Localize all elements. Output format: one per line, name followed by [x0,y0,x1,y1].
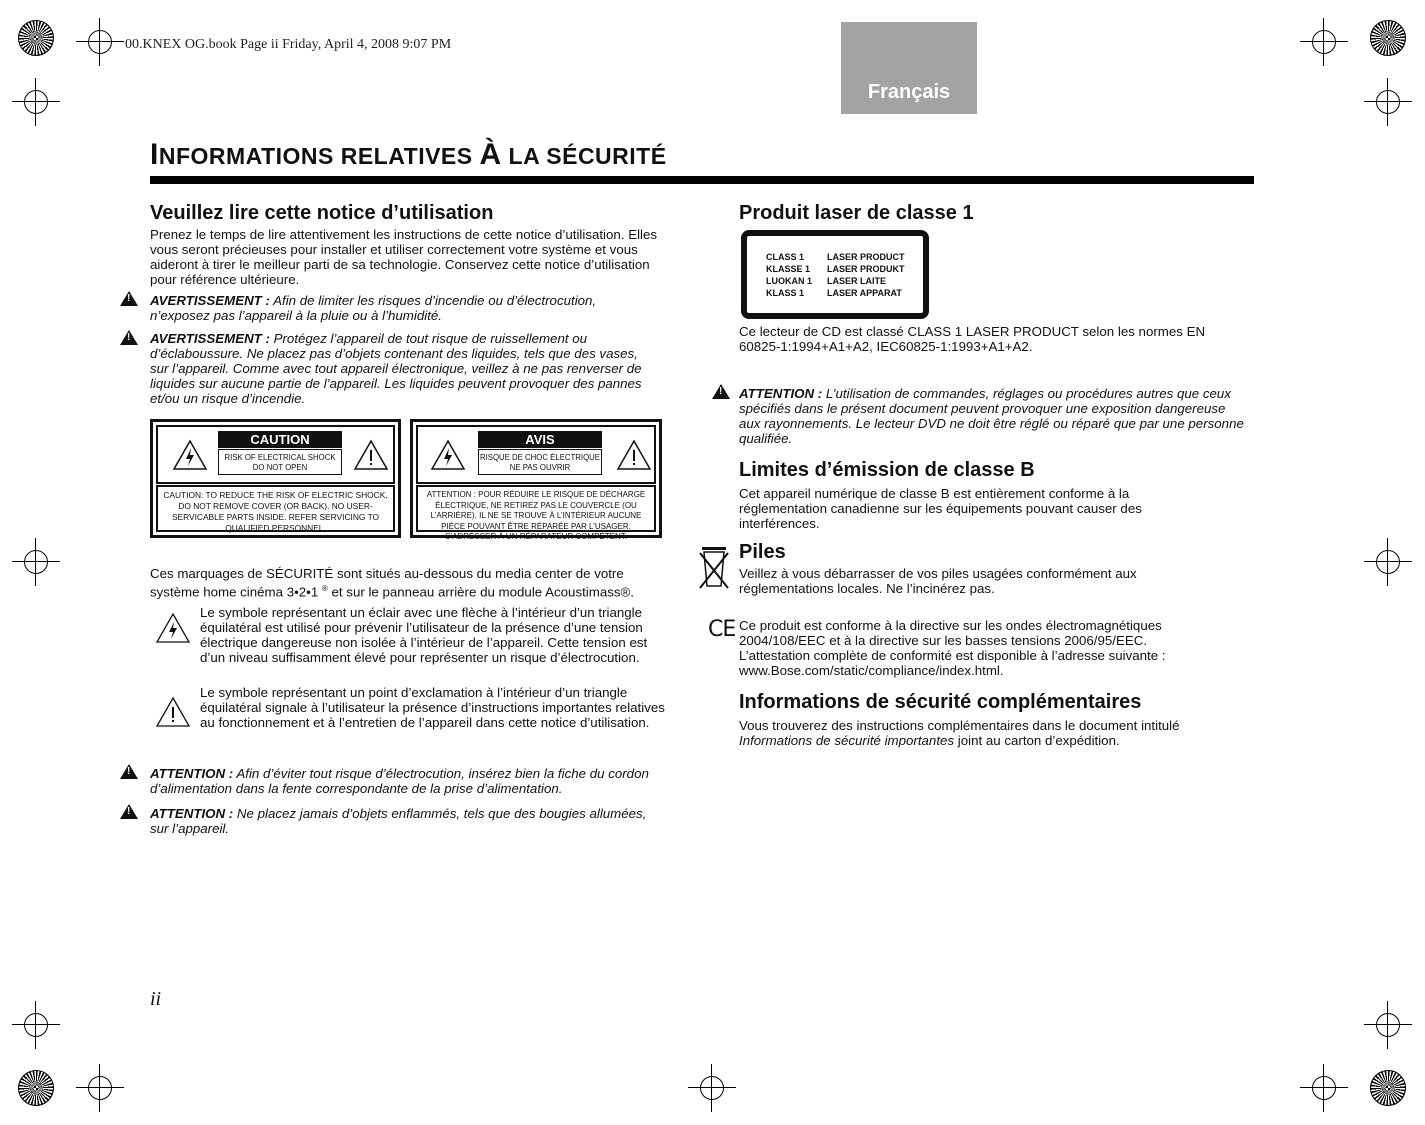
crosshair-mark-icon [700,1076,724,1100]
crosshair-mark-icon [1376,90,1400,114]
language-tab [841,22,977,114]
warning-2: AVERTISSEMENT : Protégez l’appareil de tout risque de ruissellement ou d’éclaboussure. Ne placez pas d’objets contenant des liquides, tels que des vases, sur l’appareil. Comme avec tout appareil électronique, veillez à ne pas renverser de liquides sur aucune partie de l’appareil. Les liquides peuvent provoquer des pannes et/ou un risque d’incendie. [150,331,642,406]
avis-label [410,419,662,541]
warning-triangle-icon [120,291,138,306]
caution-label-sub: RISK OF ELECTRICAL SHOCK DO NOT OPEN [218,449,342,475]
caution-label-body: CAUTION: TO REDUCE THE RISK OF ELECTRIC SHOCK, DO NOT REMOVE COVER (OR BACK). NO USER-SERVICABLE PARTS INSIDE. REFER SERVICING TO QUALIFIED PERSONNEL. [156,485,395,532]
lightning-triangle-icon [172,439,208,471]
page-title: INFORMATIONS RELATIVES À LA SÉCURITÉ [150,138,667,171]
crosshair-mark-icon [24,550,48,574]
warning-triangle-icon [120,804,138,819]
class-b-text: Cet appareil numérique de classe B est entièrement conforme à la réglementation canadienne sur les équipements pouvant causer des interférences. [739,486,1142,531]
exclamation-triangle-icon [353,439,389,471]
exclamation-triangle-icon [155,696,191,728]
avis-label-body: ATTENTION : POUR RÉDUIRE LE RISQUE DE DÉCHARGE ÉLECTRIQUE, NE RETIREZ PAS LE COUVERCLE (OU L’ARRIÈRE). IL NE SE TROUVE À L’INTÉRIEUR AUCUNE PIÈCE POUVANT ÊTRE RÉPARÉE PAR L’USAGER. S’ADRESSER À UN RÉPARATEUR COMPÉTENT. [416,485,656,532]
warning-1: AVERTISSEMENT : Afin de limiter les risques d’incendie ou d’électrocution, n’exposez pas l’appareil à la pluie ou à l’humidité. [150,293,597,323]
crosshair-mark-icon [88,1076,112,1100]
exclamation-symbol-text: Le symbole représentant un point d’exclamation à l’intérieur d’un triangle équilatéral signale à l’utilisateur la présence d’instructions importantes relatives au fonctionnement et à l’entretien de l’appareil dans cette notice d’utilisation. [200,685,665,730]
title-rule [150,176,1254,184]
crosshair-mark-icon [1312,1076,1336,1100]
section-heading-read-manual: Veuillez lire cette notice d’utilisation [150,202,494,224]
registration-starburst-icon [18,20,54,56]
batteries-text: Veillez à vous débarrasser de vos piles usagées conformément aux réglementations locales. Ne l’incinérez pas. [739,566,1137,596]
crosshair-mark-icon [1376,1013,1400,1037]
section-heading-additional-info: Informations de sécurité complémentaires [739,691,1142,713]
exclamation-triangle-icon [616,439,652,471]
attention-1: ATTENTION : Afin d’éviter tout risque d’électrocution, insérez bien la fiche du cordon d’alimentation dans la fente correspondante de la prise d’alimentation. [150,766,649,796]
registration-starburst-icon [18,1070,54,1106]
avis-label-head: AVIS [478,431,602,448]
lightning-triangle-icon [155,612,191,644]
ce-compliance-text: Ce produit est conforme à la directive sur les ondes électromagnétiques 2004/108/EEC et à la directive sur les basses tensions 2006/95/EEC. L’attestation complète de conformité est disponible à l’adresse suivante : www.Bose.com/static/compliance/index.html. [739,618,1166,678]
laser-class-label [741,230,929,319]
section-heading-laser: Produit laser de classe 1 [739,202,974,224]
warning-triangle-icon [120,764,138,779]
warning-triangle-icon [120,330,138,345]
laser-text: Ce lecteur de CD est classé CLASS 1 LASER PRODUCT selon les normes EN 60825-1:1994+A1+A2, IEC60825-1:1993+A1+A2. [739,324,1206,354]
file-info-header: 00.KNEX OG.book Page ii Friday, April 4, 2008 9:07 PM [125,37,452,52]
laser-label-products: LASER PRODUCT LASER PRODUKT LASER LAITE LASER APPARAT [827,252,905,298]
avis-label-sub: RISQUE DE CHOC ÉLECTRIQUE NE PAS OUVRIR [478,449,602,475]
crosshair-mark-icon [88,30,112,54]
attention-laser: ATTENTION : L’utilisation de commandes, réglages ou procédures autres que ceux spécifiés dans le présent document peuvent provoquer une exposition dangereuse aux rayonnements. Le lecteur DVD ne doit être réglé ou réparé que par une personne qualifiée. [739,386,1244,446]
crosshair-mark-icon [24,90,48,114]
lightning-symbol-text: Le symbole représentant un éclair avec une flèche à l’intérieur d’un triangle équilatéral est utilisé pour prévenir l’utilisateur de la présence d’une tension électrique dangereuse non isolée à l’intérieur de l’appareil. Cette tension est d’un niveau suffisamment élevé pour représenter un risque d’électrocution. [200,605,648,665]
page-number: ii [150,988,162,1010]
crosshair-mark-icon [1376,550,1400,574]
crosshair-mark-icon [24,1013,48,1037]
registration-starburst-icon [1370,20,1406,56]
caution-label [150,419,401,538]
additional-info-text: Vous trouverez des instructions complémentaires dans le document intitulé Informations de sécurité importantes joint au carton d’expédition. [739,718,1180,748]
attention-2: ATTENTION : Ne placez jamais d’objets enflammés, tels que des bougies allumées, sur l’appareil. [150,806,647,836]
registration-starburst-icon [1370,1070,1406,1106]
caution-label-head: CAUTION [218,431,342,448]
read-manual-text: Prenez le temps de lire attentivement les instructions de cette notice d’utilisation. Elles vous seront précieuses pour installer et utiliser correctement votre système et vous aideront à tirer le meilleur parti de sa technologie. Conservez cette notice d’utilisation pour référence ultérieure. [150,227,658,287]
section-heading-class-b: Limites d’émission de classe B [739,459,1035,481]
language-tab-label: Français [867,81,951,103]
lightning-triangle-icon [430,439,466,471]
laser-label-classes: CLASS 1 KLASSE 1 LUOKAN 1 KLASS 1 [766,252,813,298]
crossed-bin-icon [697,544,731,590]
markings-text: Ces marquages de SÉCURITÉ sont situés au-dessous du media center de votre système home cinéma 3•2•1 ® et sur le panneau arrière du module Acoustimass®. [150,566,634,600]
crosshair-mark-icon [1312,30,1336,54]
warning-triangle-icon [712,384,730,399]
ce-mark-icon: CE [708,617,736,642]
section-heading-batteries: Piles [739,541,786,563]
